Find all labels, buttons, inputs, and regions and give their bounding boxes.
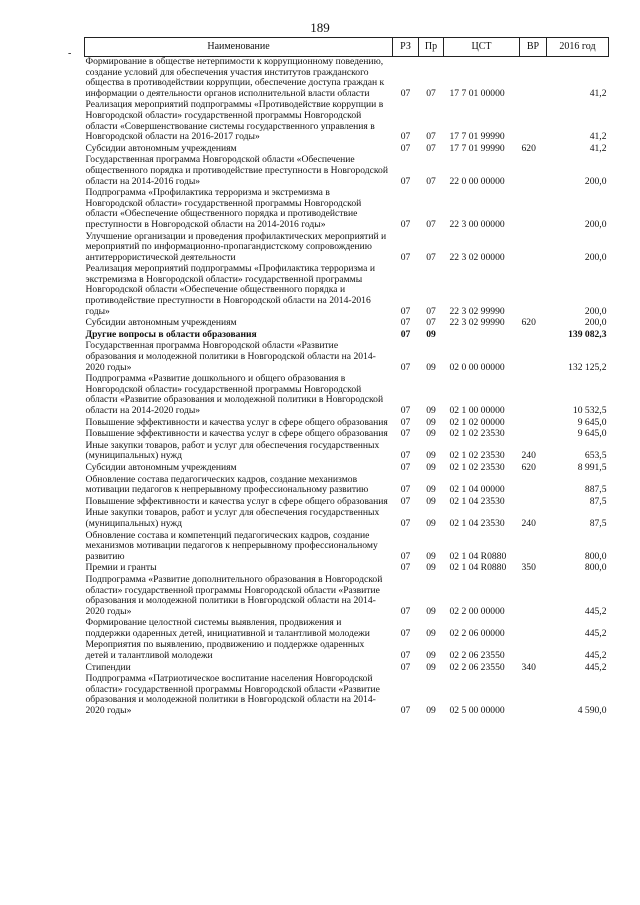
row-amount: 87,5 bbox=[589, 517, 607, 529]
header-rz: РЗ bbox=[393, 38, 419, 57]
row-rz: 07 bbox=[400, 562, 411, 574]
row-rz: 07 bbox=[400, 142, 411, 154]
row-pr: 09 bbox=[426, 461, 436, 473]
row-name: Реализация мероприятий подпрограммы «Противодействие коррупции в Новгородской области» государственной программы Новгородской области «Совершенствование системы государственного управления в Новгородской области на 2016-2017 годы» bbox=[85, 99, 384, 143]
row-vr: 620 bbox=[521, 461, 536, 473]
table-row bbox=[85, 264, 609, 318]
row-rz: 07 bbox=[400, 251, 411, 263]
row-name: Государственная программа Новгородской области «Развитие образования и молодежной политики в Новгородской области на 2014-2020 годы» bbox=[85, 340, 376, 373]
row-vr bbox=[520, 418, 547, 430]
row-vr bbox=[520, 155, 547, 188]
row-pr: 09 bbox=[426, 517, 436, 529]
row-amount: 200,0 bbox=[584, 218, 607, 230]
row-cst: 02 1 02 23530 bbox=[449, 450, 505, 462]
row-name: Мероприятия по выявлению, продвижению и поддержке одаренных детей и талантливой молодежи bbox=[85, 639, 365, 662]
row-amount: 445,2 bbox=[584, 650, 607, 662]
row-vr bbox=[520, 188, 547, 231]
row-vr: 340 bbox=[521, 661, 536, 673]
row-name: Стипендии bbox=[85, 661, 131, 673]
row-pr: 07 bbox=[426, 175, 436, 187]
row-pr: 09 bbox=[426, 428, 436, 440]
row-name: Повышение эффективности и качества услуг в сфере общего образования bbox=[85, 416, 388, 428]
row-vr: 240 bbox=[521, 450, 536, 462]
row-pr: 07 bbox=[426, 317, 436, 329]
row-amount: 41,2 bbox=[589, 87, 607, 99]
row-amount: 9 645,0 bbox=[577, 416, 607, 428]
row-amount: 887,5 bbox=[584, 484, 607, 496]
row-vr bbox=[520, 618, 547, 640]
row-pr: 09 bbox=[426, 650, 436, 662]
row-name: Субсидии автономным учреждениям bbox=[85, 317, 237, 329]
row-cst: 17 7 01 99990 bbox=[449, 131, 505, 143]
row-vr bbox=[520, 341, 547, 374]
row-name: Премии и гранты bbox=[85, 562, 157, 574]
row-name: Повышение эффективности и качества услуг в сфере общего образования bbox=[85, 495, 388, 507]
table-row bbox=[85, 155, 609, 188]
row-amount: 41,2 bbox=[589, 131, 607, 143]
row-name: Субсидии автономным учреждениям bbox=[85, 461, 237, 473]
row-pr: 07 bbox=[426, 87, 436, 99]
row-name: Государственная программа Новгородской области «Обеспечение общественного порядка и противодействие преступности в Новгородской области на 2014-2016 годы» bbox=[85, 154, 388, 187]
row-pr: 09 bbox=[426, 450, 436, 462]
row-name: Подпрограмма «Патриотическое воспитание населения Новгородской области» государственной программы Новгородской области «Развитие образования и молодежной политики в Новгородской области на 2014-2020 годы» bbox=[85, 673, 380, 717]
row-rz: 07 bbox=[400, 705, 411, 717]
row-name: Формирование в обществе нетерпимости к коррупционному поведению, создание условий для обеспечения участия институтов гражданского общества в противодействии коррупции, обеспечение доступа граждан к информации о деятельности органов исполнительной власти области bbox=[85, 56, 385, 99]
row-cst: 02 1 04 23530 bbox=[449, 495, 505, 507]
row-rz: 07 bbox=[400, 175, 411, 187]
row-cst: 02 2 06 00000 bbox=[449, 627, 505, 639]
row-rz: 07 bbox=[400, 305, 411, 317]
row-vr bbox=[520, 531, 547, 564]
row-vr: 350 bbox=[521, 562, 536, 574]
table-row bbox=[85, 188, 609, 231]
row-name: Обновление состава и компетенций педагогических кадров, создание механизмов мотивации педагогов к непрерывному профессиональному развитию bbox=[85, 529, 378, 562]
row-cst: 02 1 02 23530 bbox=[449, 428, 505, 440]
table-row bbox=[85, 674, 609, 717]
table-row bbox=[85, 441, 609, 463]
row-cst: 02 1 04 00000 bbox=[449, 484, 505, 496]
row-cst: 22 3 02 99990 bbox=[449, 305, 505, 317]
table-row bbox=[85, 57, 609, 101]
row-cst: 22 3 02 00000 bbox=[449, 251, 505, 263]
header-cst: ЦСТ bbox=[444, 38, 520, 57]
row-pr: 07 bbox=[426, 218, 436, 230]
row-cst: 02 1 04 23530 bbox=[449, 517, 505, 529]
row-amount: 800,0 bbox=[584, 562, 607, 574]
row-cst: 02 0 00 00000 bbox=[449, 361, 505, 373]
row-rz: 07 bbox=[400, 416, 411, 428]
row-pr: 09 bbox=[426, 705, 436, 717]
row-rz: 07 bbox=[400, 517, 411, 529]
row-cst: 02 1 04 R0880 bbox=[449, 562, 507, 574]
row-name: Реализация мероприятий подпрограммы «Профилактика терроризма и экстремизма в Новгородской области» государственной программы Новгородской области «Обеспечение общественного порядка и противодействие преступности в Новгородской области на 2014-2016 годы» bbox=[85, 263, 375, 317]
budget-table bbox=[84, 37, 609, 718]
row-pr: 07 bbox=[426, 131, 436, 143]
row-cst: 17 7 01 99990 bbox=[449, 142, 505, 154]
row-rz: 07 bbox=[400, 450, 411, 462]
row-rz: 07 bbox=[400, 328, 411, 340]
row-pr: 09 bbox=[426, 328, 436, 340]
row-pr: 09 bbox=[426, 484, 436, 496]
row-name: Другие вопросы в области образования bbox=[85, 328, 257, 340]
row-amount: 200,0 bbox=[584, 305, 607, 317]
row-amount: 4 590,0 bbox=[577, 705, 607, 717]
row-vr bbox=[520, 674, 547, 717]
row-name: Формирование целостной системы выявления, продвижения и поддержки одаренных детей, инициативной и талантливой молодежи bbox=[85, 617, 370, 639]
row-rz: 07 bbox=[400, 550, 411, 562]
row-name: Повышение эффективности и качества услуг в сфере общего образования bbox=[85, 428, 388, 440]
row-pr: 07 bbox=[426, 305, 436, 317]
row-rz: 07 bbox=[400, 317, 411, 329]
row-cst: 02 5 00 00000 bbox=[449, 705, 505, 717]
row-rz: 07 bbox=[400, 87, 411, 99]
header-pr: Пр bbox=[419, 38, 444, 57]
table-row bbox=[85, 232, 609, 265]
table-row bbox=[85, 575, 609, 618]
row-amount: 41,2 bbox=[589, 142, 607, 154]
row-amount: 8 991,5 bbox=[577, 461, 607, 473]
row-amount: 139 082,3 bbox=[568, 328, 607, 340]
row-vr bbox=[520, 100, 547, 143]
row-vr: 240 bbox=[521, 517, 536, 529]
row-name: Иные закупки товаров, работ и услуг для обеспечения государственных (муниципальных) нужд bbox=[85, 439, 380, 462]
row-pr: 09 bbox=[426, 495, 436, 507]
table-row bbox=[85, 640, 609, 662]
row-cst: 22 3 00 00000 bbox=[449, 218, 505, 230]
row-pr: 09 bbox=[426, 550, 436, 562]
row-vr bbox=[520, 264, 547, 318]
row-cst bbox=[444, 330, 520, 342]
row-cst: 02 1 00 00000 bbox=[449, 405, 505, 416]
row-pr: 09 bbox=[426, 361, 436, 373]
table-body bbox=[85, 57, 609, 718]
table-header bbox=[85, 38, 609, 57]
table-row bbox=[85, 508, 609, 530]
row-amount: 200,0 bbox=[584, 251, 607, 263]
row-pr: 09 bbox=[426, 562, 436, 574]
row-name: Подпрограмма «Развитие дополнительного образования в Новгородской области» государственной программы Новгородской области «Развитие образования и молодежной политики в Новгородской области на 2014-2020 годы» bbox=[85, 573, 383, 617]
row-vr bbox=[520, 232, 547, 265]
table-row bbox=[85, 100, 609, 143]
row-name: Обновление состава педагогических кадров, создание механизмов мотивации педагогов к непрерывному профессиональному развитию bbox=[85, 473, 369, 496]
row-rz: 07 bbox=[400, 405, 411, 416]
row-amount: 200,0 bbox=[584, 317, 607, 329]
row-rz: 07 bbox=[400, 605, 411, 617]
row-vr bbox=[520, 330, 547, 342]
row-vr bbox=[520, 475, 547, 497]
row-cst: 02 1 02 00000 bbox=[449, 416, 505, 428]
row-amount: 132 125,2 bbox=[568, 361, 607, 373]
row-cst: 22 0 00 00000 bbox=[449, 175, 505, 187]
row-cst: 17 7 01 00000 bbox=[449, 87, 505, 99]
row-vr bbox=[520, 429, 547, 441]
row-amount: 87,5 bbox=[589, 495, 607, 507]
row-rz: 07 bbox=[400, 461, 411, 473]
row-amount: 9 645,0 bbox=[577, 428, 607, 440]
row-name: Иные закупки товаров, работ и услуг для обеспечения государственных (муниципальных) нужд bbox=[85, 507, 380, 529]
row-rz: 07 bbox=[400, 131, 411, 143]
table-row bbox=[85, 531, 609, 564]
table-row bbox=[85, 475, 609, 497]
row-amount: 445,2 bbox=[584, 627, 607, 639]
row-vr bbox=[520, 374, 547, 417]
header-name: Наименование bbox=[85, 38, 393, 57]
row-pr: 09 bbox=[426, 605, 436, 617]
row-rz: 07 bbox=[400, 661, 411, 673]
header-year: 2016 год bbox=[547, 38, 609, 57]
row-pr: 09 bbox=[426, 416, 436, 428]
row-name: Улучшение организации и проведения профилактических мероприятий и мероприятий по информационно-пропагандистскому сопровождению антитеррористической деятельности bbox=[85, 230, 387, 263]
row-pr: 09 bbox=[426, 661, 436, 673]
row-cst: 02 2 00 00000 bbox=[449, 605, 505, 617]
row-pr: 09 bbox=[426, 627, 436, 639]
table-row bbox=[85, 463, 609, 475]
row-vr bbox=[520, 497, 547, 509]
row-rz: 07 bbox=[400, 650, 411, 662]
row-vr: 620 bbox=[521, 142, 536, 154]
row-name: Подпрограмма «Развитие дошкольного и общего образования в Новгородской области» государственной программы Новгородской области «Развитие образования и молодежной политики в Новгородской области на 2014-2020 годы» bbox=[85, 373, 384, 416]
row-name: Субсидии автономным учреждениям bbox=[85, 142, 237, 154]
row-amount: 10 532,5 bbox=[572, 405, 607, 416]
row-amount: 653,5 bbox=[584, 450, 607, 462]
row-amount: 445,2 bbox=[584, 605, 607, 617]
page-number: 189 bbox=[310, 20, 330, 35]
row-vr bbox=[520, 640, 547, 662]
row-pr: 09 bbox=[426, 405, 436, 416]
row-pr: 07 bbox=[426, 142, 436, 154]
row-vr bbox=[520, 575, 547, 618]
table-row bbox=[85, 374, 609, 417]
row-rz: 07 bbox=[400, 627, 411, 639]
row-cst: 02 2 06 23550 bbox=[449, 661, 505, 673]
row-vr: 620 bbox=[521, 317, 536, 329]
row-cst: 02 2 06 23550 bbox=[449, 650, 505, 662]
row-amount: 800,0 bbox=[584, 550, 607, 562]
header-vr: ВР bbox=[520, 38, 547, 57]
table-row bbox=[85, 341, 609, 374]
row-rz: 07 bbox=[400, 484, 411, 496]
row-rz: 07 bbox=[400, 495, 411, 507]
row-cst: 22 3 02 99990 bbox=[449, 317, 505, 329]
row-name: Подпрограмма «Профилактика терроризма и экстремизма в Новгородской области» государственной программы Новгородской области «Обеспечение общественного порядка и противодействие преступности в Новгородской области на 2014-2016 годы» bbox=[85, 187, 362, 230]
row-amount: 200,0 bbox=[584, 175, 607, 187]
margin-mark: - bbox=[68, 48, 72, 59]
row-rz: 07 bbox=[400, 218, 411, 230]
row-rz: 07 bbox=[400, 361, 411, 373]
row-pr: 07 bbox=[426, 251, 436, 263]
row-cst: 02 1 02 23530 bbox=[449, 461, 505, 473]
row-cst: 02 1 04 R0880 bbox=[449, 550, 507, 562]
row-vr bbox=[520, 57, 547, 101]
table-row bbox=[85, 618, 609, 640]
row-rz: 07 bbox=[400, 428, 411, 440]
row-amount: 445,2 bbox=[584, 661, 607, 673]
